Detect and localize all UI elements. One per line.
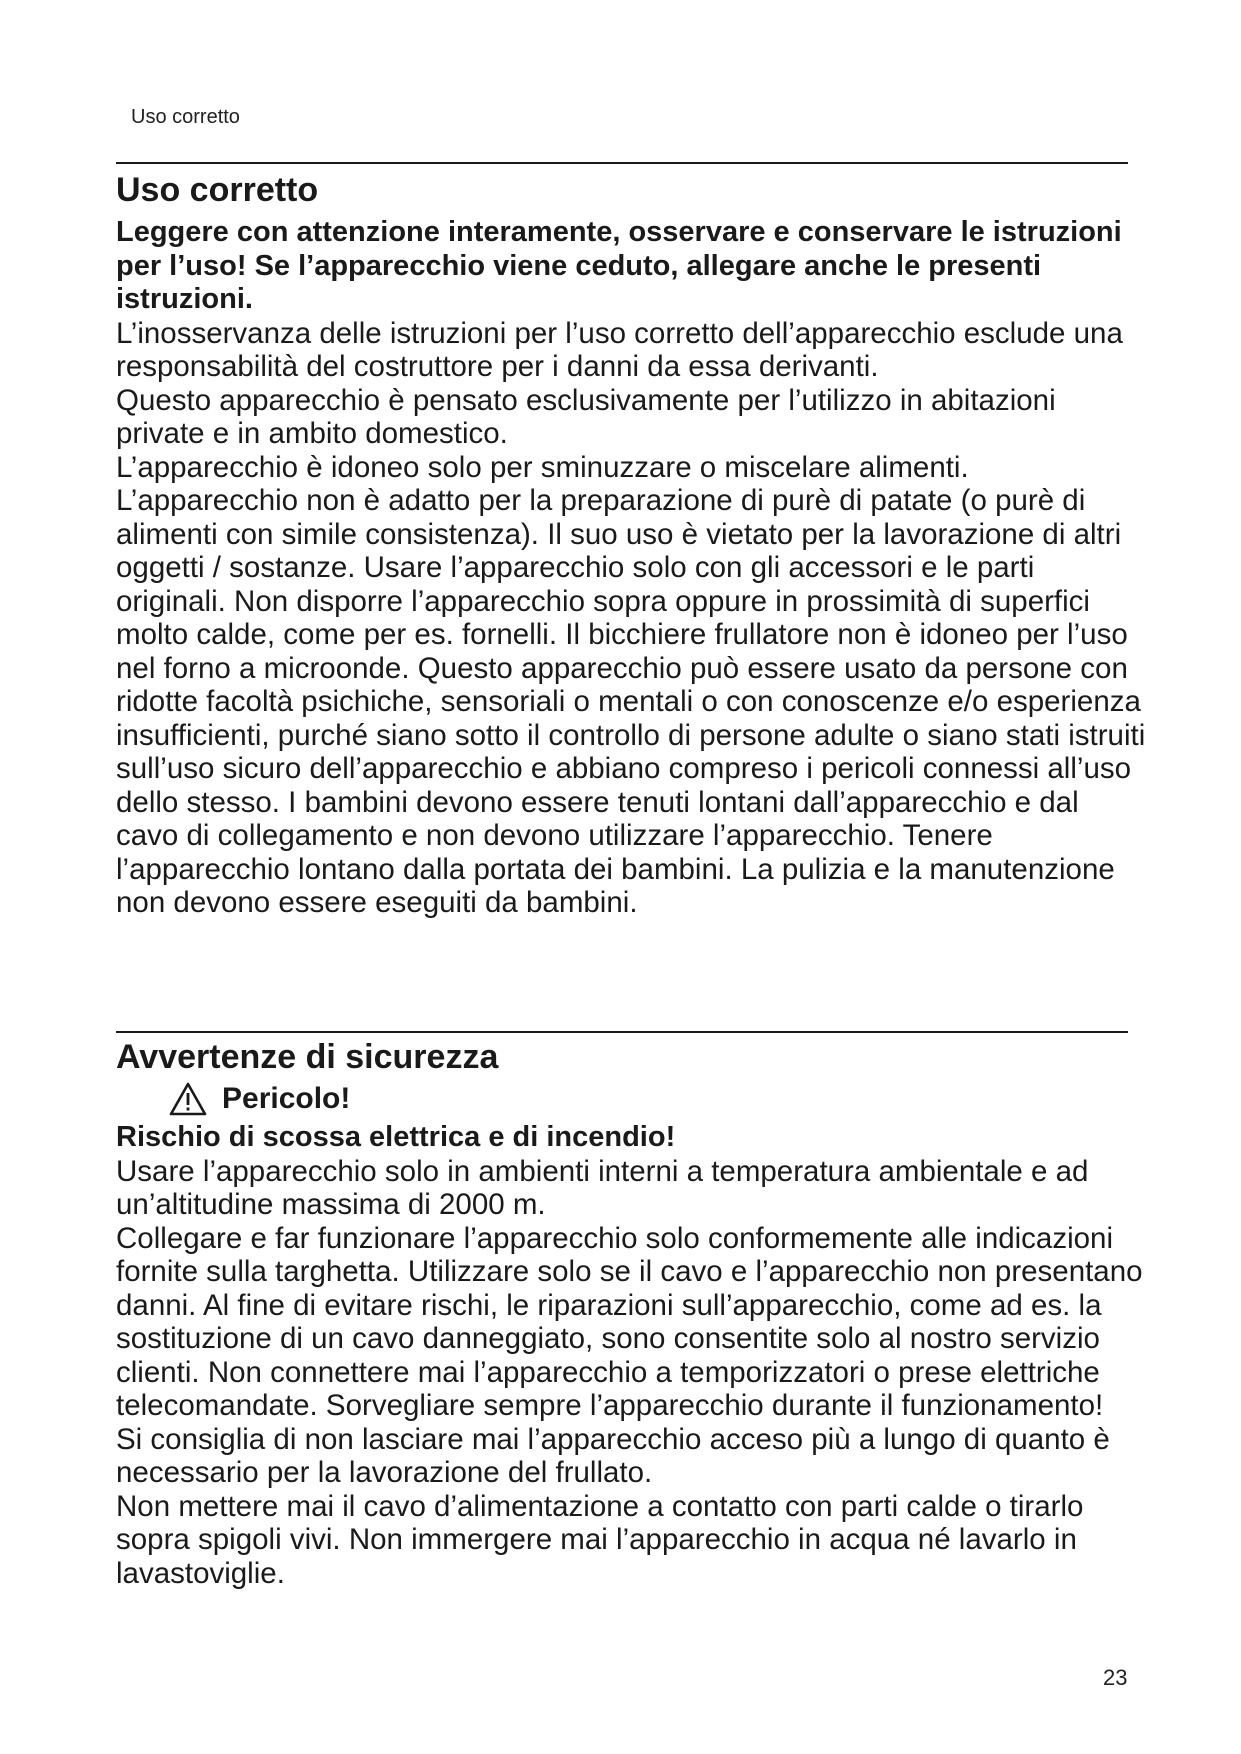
section-avvertenze — [116, 1037, 1146, 1590]
danger-heading — [168, 1077, 1146, 1121]
section-uso-corretto — [116, 170, 1146, 920]
page-number: 23 — [1103, 1665, 1128, 1690]
section-title: Avvertenze di sicurezza — [116, 1038, 499, 1076]
section-title: Uso corretto — [116, 171, 319, 209]
running-header: Uso corretto — [131, 106, 240, 128]
section-body: L’inosservanza delle istruzioni per l’uso corretto dell’apparecchio esclude una responsabilità del costruttore per i danni da essa derivanti. Questo apparecchio è pensato esclusivamente per l’utilizzo in abitazioni private e in ambito domestico. L’apparecchio è idoneo solo per sminuzzare o miscelare alimenti. L’apparecchio non è adatto per la preparazione di purè di patate (o purè di alimenti con simile consistenza). Il suo uso è vietato per la lavorazione di altri oggetti / sostanze. Usare l’apparecchio solo con gli accessori e le parti originali. Non disporre l’apparecchio sopra oppure in prossimità di superfici molto calde, come per es. fornelli. Il bicchiere frullatore non è idoneo per l’uso nel forno a microonde. Questo apparecchio può essere usato da persone con ridotte facoltà psichiche, sensoriali o mentali o con conoscenze e/o esperienza insufficienti, purché siano sotto il controllo di persone adulte o siano stati istruiti sull’uso sicuro dell’apparecchio e abbiano compreso i pericoli connessi all’uso dello stesso. I bambini devono essere tenuti lontani dall’apparecchio e dal cavo di collegamento e non devono utilizzare l’apparecchio. Tenere l’apparecchio lontano dalla portata dei bambini. La pulizia e la manutenzione non devono essere eseguiti da bambini. — [116, 316, 1146, 919]
section-divider — [116, 1031, 1128, 1033]
section-lead: Leggere con attenzione interamente, osservare e conservare le istruzioni per l’uso! Se l’apparecchio viene ceduto, allegare anche le presenti istruzioni. — [116, 216, 1122, 315]
danger-label: Pericolo! — [222, 1082, 351, 1115]
warning-triangle-icon — [168, 1081, 208, 1117]
section-lead: Rischio di scossa elettrica e di incendio! — [116, 1121, 676, 1153]
section-body: Usare l’apparecchio solo in ambienti interni a temperatura ambientale e ad un’altitudine massima di 2000 m. Collegare e far funzionare l’apparecchio solo conformemente alle indicazioni fornite sulla targhetta. Utilizzare solo se il cavo e l’apparecchio non presentano danni. Al fine di evitare rischi, le riparazioni sull’apparecchio, come ad es. la sostituzione di un cavo danneggiato, sono consentite solo al nostro servizio clienti. Non connettere mai l’apparecchio a temporizzatori o prese elettriche telecomandate. Sorvegliare sempre l’apparecchio durante il funzionamento! Si consiglia di non lasciare mai l’apparecchio acceso più a lungo di quanto è necessario per la lavorazione del frullato. Non mettere mai il cavo d’alimentazione a contatto con parti calde o tirarlo sopra spigoli vivi. Non immergere mai l’apparecchio in acqua né lavarlo in lavastoviglie. — [116, 1154, 1143, 1590]
section-divider — [116, 162, 1128, 164]
